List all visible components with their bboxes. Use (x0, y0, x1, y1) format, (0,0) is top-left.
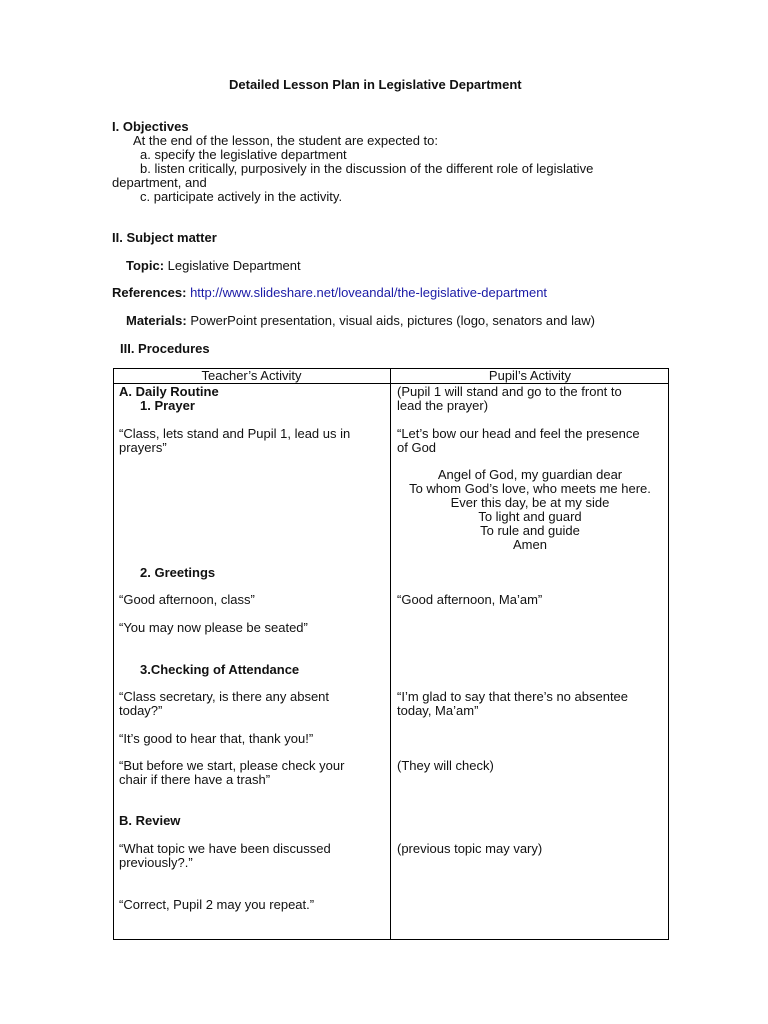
objective-b-line2: department, and (112, 175, 207, 190)
topic-line (126, 259, 301, 273)
correct-teacher: “Correct, Pupil 2 may you repeat.” (119, 897, 315, 912)
review-pupil: (previous topic may vary) (397, 841, 543, 856)
poem-line: To rule and guide (480, 523, 580, 538)
poem-line: To light and guard (478, 509, 582, 524)
objective-c: c. participate actively in the activity. (140, 189, 343, 204)
references-line (112, 286, 547, 300)
poem-line: To whom God’s love, who meets me here. (409, 481, 651, 496)
check-teacher-line1: “But before we start, please check your (119, 758, 345, 773)
objectives-intro: At the end of the lesson, the student are expected to: (133, 133, 438, 148)
materials-line (126, 314, 595, 328)
page-title: Detailed Lesson Plan in Legislative Department (229, 77, 522, 92)
prayer-pupil-line1: (Pupil 1 will stand and go to the front to (397, 384, 622, 399)
section-prayer: 1. Prayer (140, 398, 195, 413)
prayer-pupil2-line1: “Let’s bow our head and feel the presence (397, 426, 640, 441)
review-teacher-line2: previously?.” (119, 855, 193, 870)
section-review: B. Review (119, 813, 181, 828)
objective-a: a. specify the legislative department (140, 147, 347, 162)
attendance-pupil-line2: today, Ma’am” (397, 703, 479, 718)
references-label: References: (112, 285, 187, 300)
check-pupil: (They will check) (397, 758, 494, 773)
column-header-pupil: Pupil’s Activity (488, 368, 572, 383)
materials-label: Materials: (126, 313, 187, 328)
prayer-pupil2-line2: of God (397, 440, 437, 455)
prayer-pupil-line2: lead the prayer) (397, 398, 489, 413)
procedures-heading: III. Procedures (120, 341, 210, 356)
poem-line: Angel of God, my guardian dear (437, 467, 623, 482)
table-column-divider (390, 368, 391, 940)
review-teacher-line1: “What topic we have been discussed (119, 841, 331, 856)
section-attendance: 3.Checking of Attendance (140, 662, 300, 677)
objectives-heading: I. Objectives (112, 119, 189, 134)
objective-b-line1: b. listen critically, purposively in the discussion of the different role of legislative (140, 161, 594, 176)
greet-teacher: “Good afternoon, class” (119, 592, 255, 607)
greet-pupil: “Good afternoon, Ma’am” (397, 592, 543, 607)
attendance-teacher-line1: “Class secretary, is there any absent (119, 689, 330, 704)
materials-value: PowerPoint presentation, visual aids, pictures (logo, senators and law) (190, 313, 595, 328)
attendance-teacher-line2: today?” (119, 703, 163, 718)
subject-matter-heading: II. Subject matter (112, 230, 217, 245)
check-teacher-line2: chair if there have a trash” (119, 772, 271, 787)
references-link[interactable]: http://www.slideshare.net/loveandal/the-legislative-department (190, 285, 548, 300)
poem-line: Amen (513, 537, 547, 552)
good-hear-teacher: “It’s good to hear that, thank you!” (119, 731, 314, 746)
poem-line: Ever this day, be at my side (450, 495, 610, 510)
attendance-pupil-line1: “I’m glad to say that there’s no absentee (397, 689, 629, 704)
prayer-teacher-line1: “Class, lets stand and Pupil 1, lead us in (119, 426, 351, 441)
section-greetings: 2. Greetings (140, 565, 216, 580)
topic-value: Legislative Department (167, 258, 301, 273)
topic-label: Topic: (126, 258, 165, 273)
prayer-teacher-line2: prayers” (119, 440, 167, 455)
column-header-teacher: Teacher’s Activity (201, 368, 302, 383)
seated-teacher: “You may now please be seated” (119, 620, 308, 635)
section-daily-routine: A. Daily Routine (119, 384, 219, 399)
